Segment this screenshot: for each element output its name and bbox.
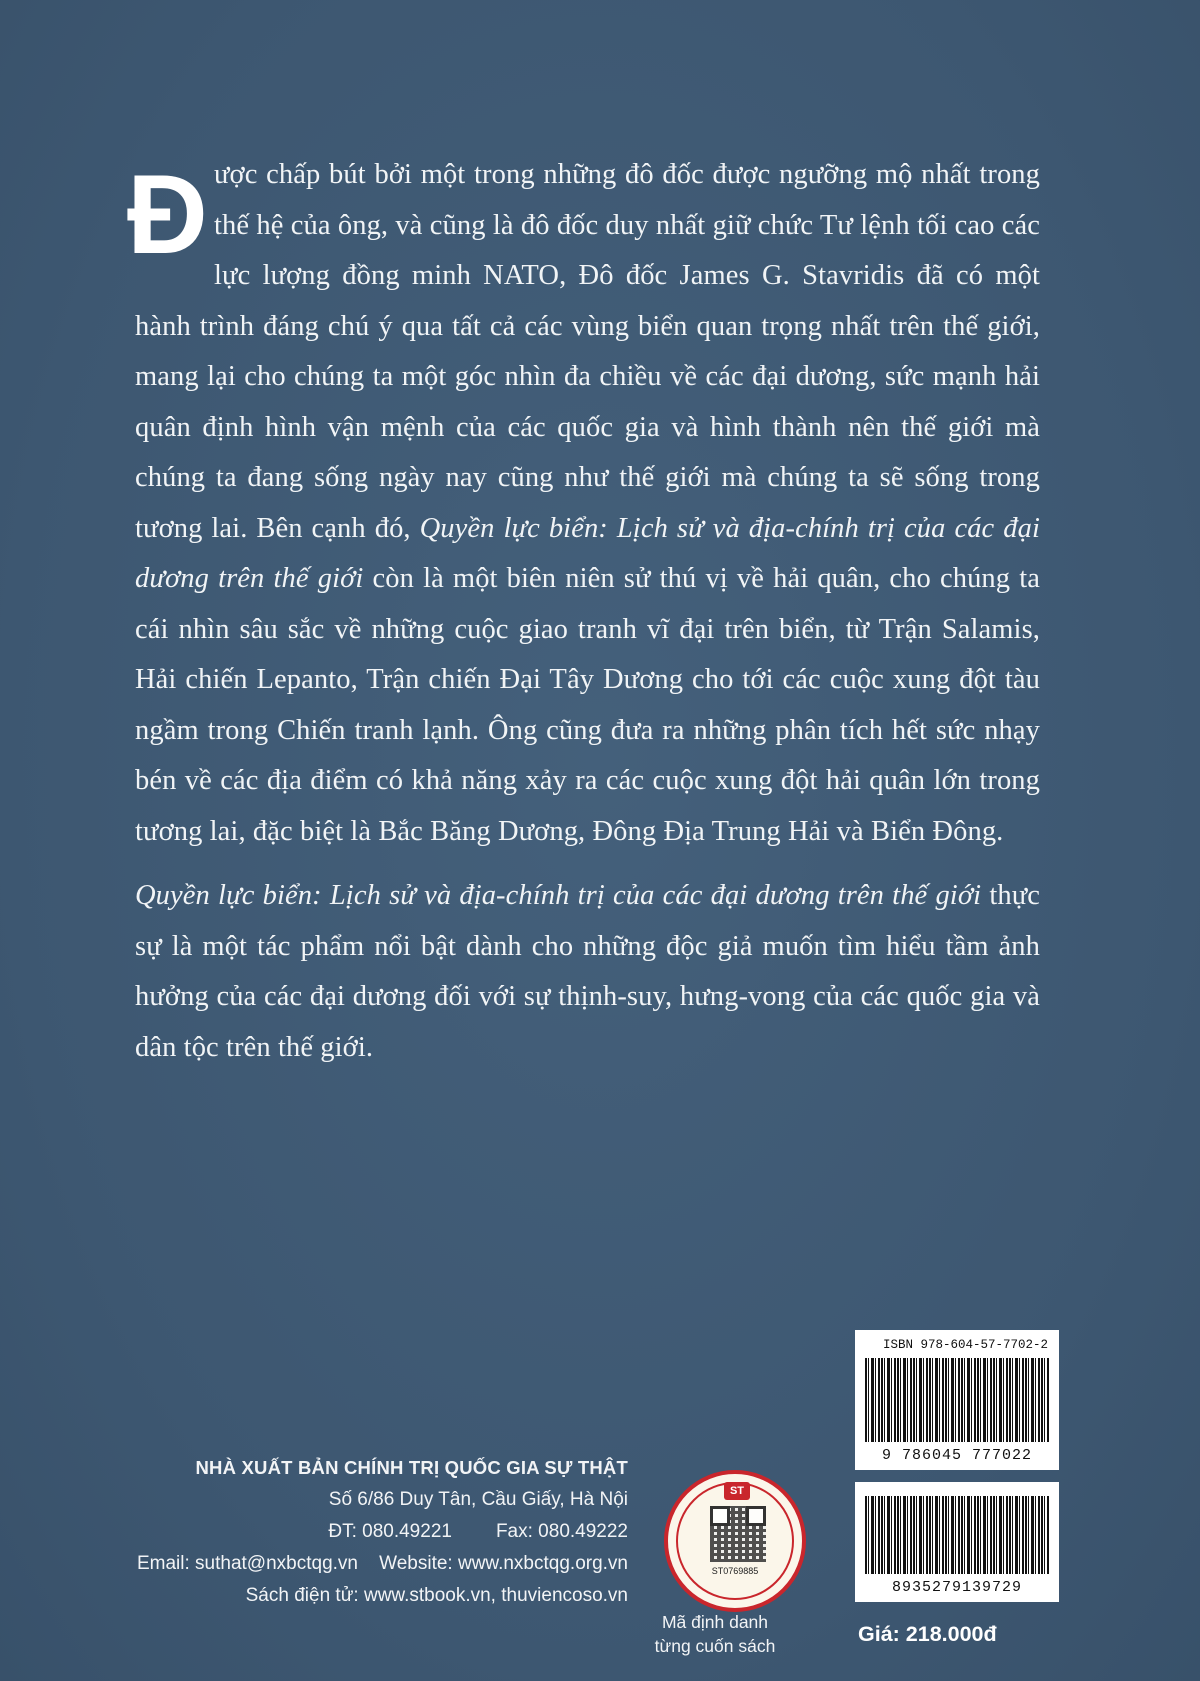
isbn-label: ISBN 978-604-57-7702-2 <box>883 1338 1049 1352</box>
ean-digits: 8935279139729 <box>891 1579 1023 1596</box>
stamp-code: ST0769885 <box>711 1566 759 1576</box>
blurb-text: ược chấp bút bởi một trong những đô đốc được ngưỡng mộ nhất trong thế hệ của ông, và cũng là đô đốc duy nhất giữ chức Tư lệnh tối cao các lực lượng đồng minh NATO, Đô đốc James G. Stavridis đã có một hành trình đáng chú ý qua tất cả các vùng biển quan trọng nhất trên thế giới, mang lại cho chúng ta một góc nhìn đa chiều về các đại dương, sức mạnh hải quân định hình vận mệnh của các quốc gia và hình thành nên thế giới mà chúng ta đang sống ngày nay cũng như thế giới mà chúng ta sẽ sống trong tương lai. Bên cạnh đó, <box>135 159 1040 544</box>
back-cover-blurb <box>127 150 1041 1073</box>
blurb-paragraph-2 <box>135 871 1040 1073</box>
blurb-text: thực sự là một tác phẩm nổi bật dành cho những độc giả muốn tìm hiểu tầm ảnh hưởng của các đại dương đối với sự thịnh-suy, hưng-vong của các quốc gia và dân tộc trên thế giới. <box>135 880 1041 1063</box>
phone-text: ĐT: 080.49221 <box>328 1521 452 1542</box>
authenticity-stamp <box>664 1470 806 1612</box>
price-label: Giá: 218.000đ <box>858 1622 997 1646</box>
book-title-italic: Quyền lực biển: Lịch sử và địa-chính trị của các đại dương trên thế giới <box>135 512 1040 594</box>
barcode-icon <box>865 1496 1049 1574</box>
blurb-paragraph-1 <box>127 150 1040 857</box>
stamp-caption-line: Mã định danh <box>661 1612 769 1632</box>
publisher-name: NHÀ XUẤT BẢN CHÍNH TRỊ QUỐC GIA SỰ THẬT <box>195 1457 628 1478</box>
book-title-italic: Quyền lực biển: Lịch sử và địa-chính trị của các đại dương trên thế giới <box>135 880 982 911</box>
blurb-text: còn là một biên niên sử thú vị về hải quân, cho chúng ta cái nhìn sâu sắc về những cuộc giao tranh vĩ đại trên biển, từ Trận Salamis, Hải chiến Lepanto, Trận chiến Đại Tây Dương cho tới các cuộc xung đột tàu ngầm trong Chiến tranh lạnh. Ông cũng đưa ra những phân tích hết sức nhạy bén về các địa điểm có khả năng xảy ra các cuộc xung đột hải quân lớn trong tương lai, đặc biệt là Bắc Băng Dương, Đông Địa Trung Hải và Biển Đông. <box>135 563 1040 847</box>
website-text: Website: www.nxbctqg.org.vn <box>379 1553 628 1574</box>
isbn-digits: 9 786045 777022 <box>881 1447 1033 1464</box>
fax-text: Fax: 080.49222 <box>495 1521 628 1542</box>
email-text: Email: suthat@nxbctqg.vn <box>136 1553 358 1574</box>
publisher-info <box>137 1452 628 1612</box>
stamp-caption <box>640 1610 790 1658</box>
publisher-address: Số 6/86 Duy Tân, Cầu Giấy, Hà Nội <box>328 1489 628 1510</box>
stamp-logo: ST <box>724 1482 750 1500</box>
publisher-contact-web <box>137 1548 628 1580</box>
qr-code-icon <box>710 1506 766 1562</box>
barcode-icon <box>865 1358 1049 1442</box>
ean-barcode <box>855 1482 1059 1602</box>
drop-cap: Đ <box>127 152 208 277</box>
publisher-contact-phone <box>137 1516 628 1548</box>
publisher-ebook: Sách điện tử: www.stbook.vn, thuviencoso.vn <box>245 1585 628 1606</box>
isbn-barcode <box>855 1330 1059 1470</box>
stamp-caption-line: từng cuốn sách <box>654 1636 776 1656</box>
